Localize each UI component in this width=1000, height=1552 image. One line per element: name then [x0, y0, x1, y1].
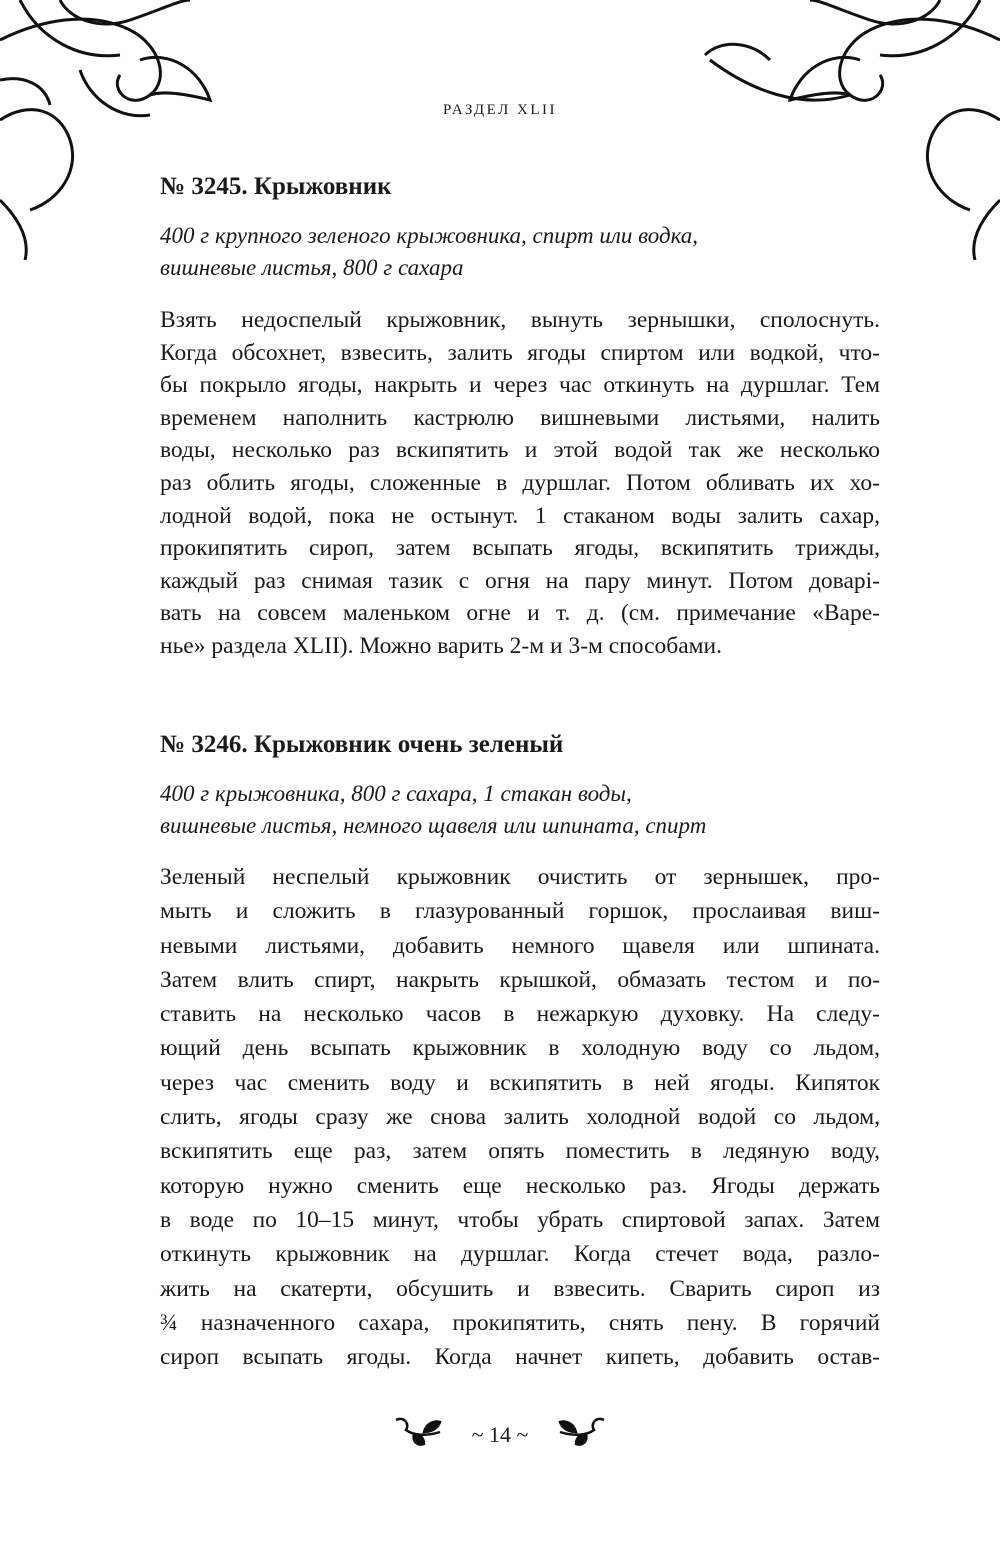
body-line: жить на скатерти, обсушить и взвесить. Сварить сироп из: [160, 1275, 880, 1302]
recipe-title: № 3246. Крыжовник очень зеленый: [160, 731, 564, 758]
body-line: мыть и сложить в глазурованный горшок, прослаивая виш-: [160, 898, 880, 925]
recipe-body: [160, 304, 880, 663]
ingredients-line: вишневые листья, 800 г сахара: [160, 255, 464, 280]
body-line: вать на совсем маленьком огне и т. д. (см. примечание «Варе-: [160, 600, 880, 627]
recipe-body: [160, 860, 880, 1374]
body-line: ющий день всыпать крыжовник в холодную воду со льдом,: [160, 1035, 880, 1062]
body-line: Зеленый неспелый крыжовник очистить от зернышек, про-: [160, 864, 880, 890]
ingredients-line: 400 г крыжовника, 800 г сахара, 1 стакан воды,: [160, 781, 632, 806]
body-line: лодной водой, пока не остынут. 1 стаканом воды залить сахар,: [160, 502, 880, 529]
body-line: временем наполнить кастрюлю вишневыми листьями, налить: [160, 404, 880, 431]
body-line: через час сменить воду и вскипятить в ней ягоды. Кипяток: [160, 1069, 880, 1096]
body-line: раз облить ягоды, сложенные в дуршлаг. Потом обливать их хо-: [160, 469, 880, 496]
body-line: сироп всыпать ягоды. Когда начнет кипеть, добавить остав-: [160, 1344, 880, 1371]
body-line: ставить на несколько часов в нежаркую духовку. На следу-: [160, 1001, 880, 1028]
body-line: воды, несколько раз вскипятить и этой водой так же несколько: [160, 437, 880, 464]
leaf-ornament-left-icon: [394, 1414, 444, 1456]
body-line: прокипятить сироп, затем всыпать ягоды, вскипятить трижды,: [160, 535, 880, 562]
body-line: в воде по 10–15 минут, чтобы убрать спиртовой запах. Затем: [160, 1206, 880, 1233]
recipe-3245: [160, 170, 880, 663]
body-line: нье» раздела XLII). Можно варить 2-м и 3-м способами.: [160, 632, 723, 659]
recipe-title: № 3245. Крыжовник: [160, 173, 392, 200]
recipe-3246: [160, 728, 880, 1374]
body-line: слить, ягоды сразу же снова залить холодной водой со льдом,: [160, 1104, 880, 1131]
ingredients-line: 400 г крупного зеленого крыжовника, спирт или водка,: [160, 223, 699, 248]
leaf-ornament-right-icon: [556, 1414, 606, 1456]
body-line: бы покрыло ягоды, накрыть и через час откинуть на дуршлаг. Тем: [160, 372, 880, 399]
page-number: ~ 14 ~: [471, 1422, 529, 1447]
body-line: Когда обсохнет, взвесить, залить ягоды спиртом или водкой, что-: [160, 339, 880, 366]
body-line: ¾ назначенного сахара, прокипятить, снять пену. В горячий: [160, 1309, 880, 1336]
body-line: Взять недоспелый крыжовник, вынуть зернышки, сполоснуть.: [160, 307, 880, 333]
body-line: каждый раз снимая тазик с огня на пару минут. Потом доварі-: [160, 567, 880, 594]
body-line: откинуть крыжовник на дуршлаг. Когда стечет вода, разло-: [160, 1241, 880, 1268]
body-line: которую нужно сменить еще несколько раз. Ягоды держать: [160, 1172, 880, 1199]
ingredients-line: вишневые листья, немного щавеля или шпината, спирт: [160, 813, 707, 838]
body-line: невыми листьями, добавить немного щавеля или шпината.: [160, 932, 880, 959]
running-header: РАЗДЕЛ XLII: [442, 102, 558, 118]
body-line: Затем влить спирт, накрыть крышкой, обмазать тестом и по-: [160, 966, 880, 993]
body-line: вскипятить еще раз, затем опять поместить в ледяную воду,: [160, 1138, 880, 1165]
page-footer: [0, 1414, 1000, 1456]
